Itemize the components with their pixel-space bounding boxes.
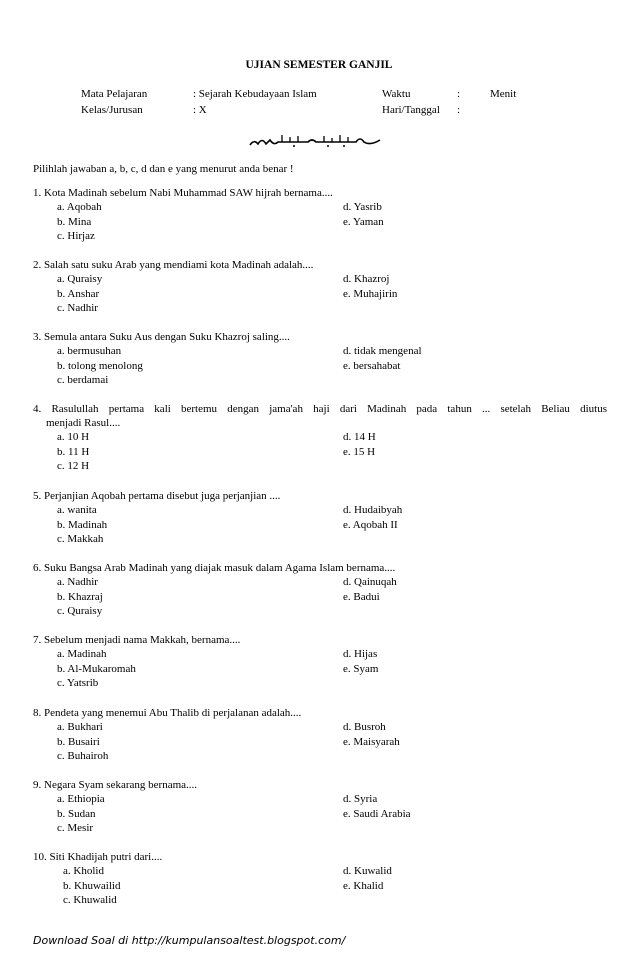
- question-stem: 2. Salah satu suku Arab yang mendiami kota Madinah adalah....: [33, 259, 314, 271]
- option-d: d. Kuwalid: [343, 865, 392, 877]
- question-10: [33, 850, 607, 908]
- option-a: a. Aqobah: [57, 201, 102, 213]
- option-d: d. Syria: [343, 793, 378, 805]
- option-c: c. Khuwalid: [63, 894, 117, 907]
- date-label: Hari/Tanggal: [382, 104, 440, 116]
- option-a: a. Ethiopia: [57, 793, 105, 805]
- question-stem: 10. Siti Khadijah putri dari....: [33, 851, 163, 863]
- option-e: e. Syam: [343, 662, 379, 675]
- class-value: : X: [193, 104, 207, 116]
- date-colon: :: [457, 104, 461, 116]
- question-stem: 9. Negara Syam sekarang bernama....: [33, 779, 198, 791]
- option-c: c. Yatsrib: [57, 677, 99, 690]
- option-e: e. Muhajirin: [343, 287, 398, 300]
- question-5: [33, 489, 607, 547]
- option-c: c. berdamai: [57, 374, 109, 387]
- question-6: [33, 561, 607, 619]
- option-b: b. Mina: [57, 215, 92, 228]
- option-a: a. Madinah: [57, 648, 107, 660]
- option-c: c. Quraisy: [57, 605, 103, 618]
- option-b: b. Anshar: [57, 287, 100, 300]
- option-c: c. Mesir: [57, 822, 94, 835]
- option-a: a. bermusuhan: [57, 345, 122, 357]
- option-a: a. Nadhir: [57, 576, 98, 588]
- question-stem-continued: menjadi Rasul....: [46, 417, 121, 429]
- question-stem: 7. Sebelum menjadi nama Makkah, bernama....: [33, 634, 241, 646]
- option-b: b. Al-Mukaromah: [57, 662, 136, 675]
- option-e: e. bersahabat: [343, 359, 401, 372]
- option-d: d. 14 H: [343, 431, 376, 443]
- option-a: a. 10 H: [57, 431, 90, 443]
- option-d: d. tidak mengenal: [343, 345, 422, 357]
- option-b: b. 11 H: [57, 445, 90, 458]
- question-stem: 8. Pendeta yang menemui Abu Thalib di perjalanan adalah....: [33, 707, 302, 719]
- option-e: e. Yaman: [343, 215, 384, 228]
- bismillah-calligraphy-icon: [248, 133, 384, 149]
- option-b: b. Khuwailid: [63, 879, 121, 892]
- option-a: a. Kholid: [63, 865, 104, 877]
- option-e: e. Saudi Arabia: [343, 807, 411, 820]
- option-c: c. 12 H: [57, 460, 90, 473]
- footer-download-link[interactable]: Download Soal di http://kumpulansoaltest.blogspot.com/: [33, 934, 346, 947]
- option-b: b. Madinah: [57, 518, 108, 531]
- subject-label: Mata Pelajaran: [81, 88, 148, 100]
- option-c: c. Nadhir: [57, 302, 98, 315]
- option-b: b. Sudan: [57, 807, 96, 820]
- option-d: d. Busroh: [343, 721, 386, 733]
- question-stem: 3. Semula antara Suku Aus dengan Suku Khazroj saling....: [33, 331, 290, 343]
- question-stem: 6. Suku Bangsa Arab Madinah yang diajak masuk dalam Agama Islam bernama....: [33, 562, 396, 574]
- option-e: e. Maisyarah: [343, 735, 400, 748]
- option-e: e. Khalid: [343, 879, 384, 892]
- time-unit: Menit: [490, 88, 517, 100]
- option-e: e. Badui: [343, 590, 380, 603]
- subject-value: : Sejarah Kebudayaan Islam: [193, 88, 317, 100]
- question-7: [33, 633, 607, 691]
- class-label: Kelas/Jurusan: [81, 104, 143, 116]
- time-label: Waktu: [382, 88, 411, 100]
- option-d: d. Hudaibyah: [343, 504, 403, 516]
- option-d: d. Khazroj: [343, 273, 390, 285]
- option-d: d. Qainuqah: [343, 576, 397, 588]
- instruction-text: Pilihlah jawaban a, b, c, d dan e yang menurut anda benar !: [33, 163, 294, 175]
- exam-title: UJIAN SEMESTER GANJIL: [245, 59, 393, 71]
- option-a: a. Bukhari: [57, 721, 103, 733]
- time-colon: :: [457, 88, 461, 100]
- question-9: [33, 778, 607, 836]
- option-c: c. Makkah: [57, 533, 104, 546]
- option-d: d. Hijas: [343, 648, 378, 660]
- option-b: b. tolong menolong: [57, 359, 143, 372]
- question-stem: 5. Perjanjian Aqobah pertama disebut juga perjanjian ....: [33, 490, 281, 502]
- option-e: e. 15 H: [343, 445, 376, 458]
- option-b: b. Khazraj: [57, 590, 103, 603]
- option-d: d. Yasrib: [343, 201, 382, 213]
- option-c: c. Hirjaz: [57, 230, 95, 243]
- option-b: b. Busairi: [57, 735, 100, 748]
- option-a: a. wanita: [57, 504, 97, 516]
- question-stem: 1. Kota Madinah sebelum Nabi Muhammad SAW hijrah bernama....: [33, 187, 333, 199]
- option-e: e. Aqobah II: [343, 518, 398, 531]
- question-4: [33, 402, 607, 474]
- question-8: [33, 706, 607, 764]
- option-c: c. Buhairoh: [57, 750, 109, 763]
- question-2: [33, 258, 607, 316]
- question-stem: 4. Rasulullah pertama kali bertemu dengan jama'ah haji dari Madinah pada tahun ... setelah Beliau diutus: [33, 403, 607, 415]
- question-1: [33, 186, 607, 244]
- option-a: a. Quraisy: [57, 273, 103, 285]
- question-3: [33, 330, 607, 388]
